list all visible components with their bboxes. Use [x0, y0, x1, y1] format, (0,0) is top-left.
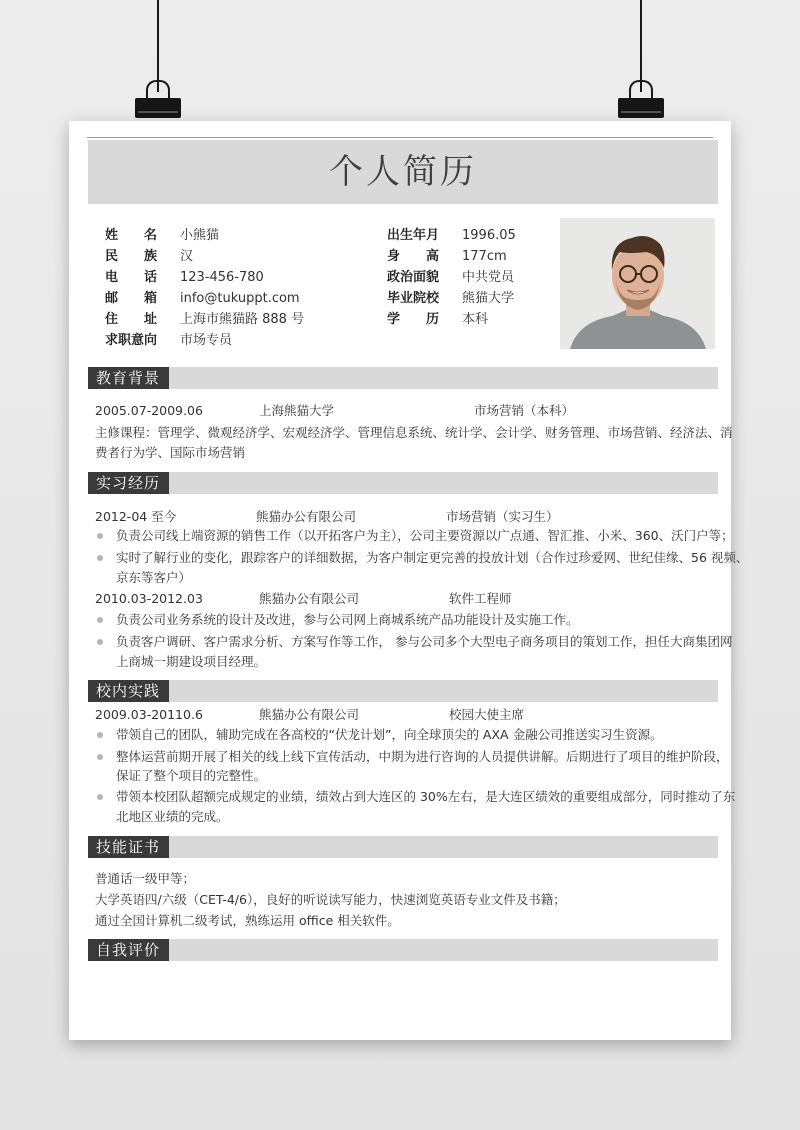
info-value: 本科 — [462, 312, 489, 327]
skill-line: 普通话一级甲等； — [95, 871, 196, 886]
skill-line: 大学英语四/六级（CET-4/6），良好的听说读写能力，快速浏览英语专业文件及书籍； — [95, 892, 566, 907]
job-role: 软件工程师 — [449, 591, 512, 606]
campus-period: 2009.03-20110.6 — [95, 707, 203, 722]
campus-detail-line: 北地区业绩的完成。 — [116, 809, 229, 824]
profile-photo — [560, 218, 715, 349]
skill-line: 通过全国计算机二级考试，熟练运用 office 相关软件。 — [95, 913, 400, 928]
job-role: 市场营销（实习生） — [446, 509, 559, 524]
education-period: 2005.07-2009.06 — [95, 403, 203, 418]
section-heading: 技能证书 — [88, 836, 169, 858]
info-value: 汉 — [180, 249, 194, 264]
job-detail-line: 负责客户调研、客户需求分析、方案写作等工作， 参与公司多个大型电子商务项目的策划工作，担任大商集团网 — [116, 634, 733, 649]
job-detail-line: 实时了解行业的变化，跟踪客户的详细数据，为客户制定更完善的投放计划（合作过珍爱网、世纪佳缘、56 视频、 — [116, 550, 749, 565]
resume-paper: 个人简历 姓 名 小熊猫 民 族 汉 电 话 123-456-780 邮 箱 info@tukuppt.com 住 址 上海市熊猫路 888 号 求职意向 市场专员 出生年月 1996.05 身 高 177cm 政治面貌 中共党员 毕业院校 熊猫大学 学 历 本科 教育背景 2005.07-2009.06 上海熊猫大学 市场营销（本科） 主修课程：管理学、微观经济学、宏观经济学、管理信息系统、统计学、会计学、财务管理、市场营销、经济法、消 费者行为学、国际市场营销 实习经历 2012-04 至今 熊猫办公有限公司 市场营销（实习生） 负责公司线上端资源的销售工作（以开拓客户为主），公司主要资源以广点通、智汇推、小米、360、沃门户等； 实时了解行业的变化，跟踪客户的详细数据，为客户制定更完善的投放计划（合作过珍爱网、世纪佳缘、56 视频、 京东等客户） 2010.03-2012.03 熊猫办公有限公司 软件工程师 负责公司业务系统的设计及改进，参与公司网上商城系统产品功能设计及实施工作。 负责客户调研、客户需求分析、方案写作等工作， 参与公司多个大型电子商务项目的策划工作，担任大商集团网 上商城一期建设项目经理。 校内实践 2009.03-20110.6 熊猫办公有限公司 校园大使主席 带领自己的团队，辅助完成在各高校的“伏龙计划”，向全球顶尖的 AXA 金融公司推送实习生资源。 整体运营前期开展了相关的线上线下宣传活动，中期为进行咨询的人员提供讲解。后期进行了项目的维护阶段， 保证了整个项目的完整性。 带领本校团队超额完成规定的业绩，绩效占到大连区的 30%左右，是大连区绩效的重要组成部分，同时推动了东 北地区业绩的完成。 技能证书 普通话一级甲等； 大学英语四/六级（CET-4/6），良好的听说读写能力，快速浏览英语专业文件及书籍； 通过全国计算机二级考试，熟练运用 office 相关软件。 自我评价 — [69, 121, 731, 1040]
section-heading: 自我评价 — [88, 939, 169, 961]
job-company: 熊猫办公有限公司 — [256, 509, 357, 524]
title-band — [88, 140, 718, 204]
education-courses-line: 主修课程：管理学、微观经济学、宏观经济学、管理信息系统、统计学、会计学、财务管理、市场营销、经济法、消 — [95, 425, 733, 440]
campus-detail-line: 保证了整个项目的完整性。 — [116, 768, 267, 783]
info-value: 177cm — [462, 249, 507, 264]
info-value: 上海市熊猫路 888 号 — [180, 312, 305, 327]
education-major: 市场营销（本科） — [474, 403, 575, 418]
hanging-wire-left — [157, 0, 159, 92]
job-period: 2012-04 至今 — [95, 509, 177, 524]
campus-company: 熊猫办公有限公司 — [259, 707, 360, 722]
info-value: 小熊猫 — [180, 228, 220, 243]
education-courses-line: 费者行为学、国际市场营销 — [95, 445, 246, 460]
info-value: 中共党员 — [462, 270, 515, 285]
page-title: 个人简历 — [329, 152, 477, 192]
education-school: 上海熊猫大学 — [259, 403, 335, 418]
bullet-dot-icon — [97, 533, 103, 539]
portrait-illustration — [560, 218, 715, 349]
job-period: 2010.03-2012.03 — [95, 591, 203, 606]
campus-detail-line: 带领自己的团队，辅助完成在各高校的“伏龙计划”，向全球顶尖的 AXA 金融公司推送实习生资源。 — [116, 727, 663, 742]
section-education — [88, 367, 718, 389]
job-detail-line: 负责公司线上端资源的销售工作（以开拓客户为主），公司主要资源以广点通、智汇推、小米、360、沃门户等； — [116, 528, 734, 543]
campus-detail-line: 带领本校团队超额完成规定的业绩，绩效占到大连区的 30%左右，是大连区绩效的重要组成部分，同时推动了东 — [116, 789, 736, 804]
campus-detail-line: 整体运营前期开展了相关的线上线下宣传活动，中期为进行咨询的人员提供讲解。后期进行了项目的维护阶段， — [116, 749, 729, 764]
section-skills — [88, 836, 718, 858]
info-value: 熊猫大学 — [462, 291, 515, 306]
info-value: 市场专员 — [180, 333, 233, 348]
info-value: info@tukuppt.com — [180, 291, 300, 306]
job-company: 熊猫办公有限公司 — [259, 591, 360, 606]
job-detail-line: 负责公司业务系统的设计及改进，参与公司网上商城系统产品功能设计及实施工作。 — [116, 612, 579, 627]
bullet-dot-icon — [97, 617, 103, 623]
info-value: 1996.05 — [462, 228, 516, 243]
campus-role: 校园大使主席 — [449, 707, 525, 722]
section-heading: 校内实践 — [88, 680, 169, 702]
bullet-dot-icon — [97, 732, 103, 738]
job-detail-line: 上商城一期建设项目经理。 — [116, 654, 267, 669]
info-value: 123-456-780 — [180, 270, 264, 285]
section-heading: 教育背景 — [88, 367, 169, 389]
bullet-dot-icon — [97, 639, 103, 645]
section-internship — [88, 472, 718, 494]
bullet-dot-icon — [97, 555, 103, 561]
section-heading: 实习经历 — [88, 472, 169, 494]
section-campus — [88, 680, 718, 702]
top-divider — [87, 137, 713, 138]
bullet-dot-icon — [97, 794, 103, 800]
job-detail-line: 京东等客户） — [116, 570, 192, 585]
section-self-evaluation — [88, 939, 718, 961]
bullet-dot-icon — [97, 754, 103, 760]
hanging-wire-right — [640, 0, 642, 92]
